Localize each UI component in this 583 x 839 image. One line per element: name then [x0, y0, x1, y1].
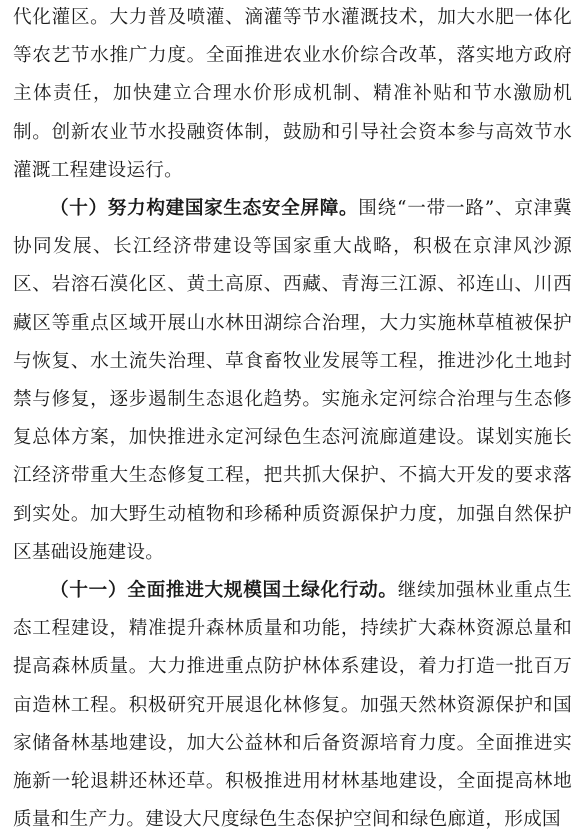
- paragraph-2-heading: （十）努力构建国家生态安全屏障。: [50, 198, 359, 220]
- paragraph-2: [13, 190, 572, 572]
- paragraph-3-text: 继续加强林业重点生态工程建设，精准提升森林质量和功能，持续扩大森林资源总量和提高森林质量。大力推进重点防护林体系建设，着力打造一批百万亩造林工程。积极研究开展退化林修复。加强天然林资源保护和国家储备林基地建设，加大公益林和后备资源培育力度。全面推进实施新一轮退耕还林还草。积极推进用材林基地建设，全面提高林地质量和生产力。建设大尺度绿色生态保护空间和绿色廊道，形成国: [13, 580, 572, 831]
- paragraph-1-text: 代化灌区。大力普及喷灌、滴灌等节水灌溉技术，加大水肥一体化等农艺节水推广力度。全面推进农业水价综合改革，落实地方政府主体责任，加快建立合理水价形成机制、精准补贴和节水激励机制。创新农业节水投融资体制，鼓励和引导社会资本参与高效节水灌溉工程建设运行。: [13, 7, 572, 181]
- paragraph-2-text: 围绕“一带一路”、京津冀协同发展、长江经济带建设等国家重大战略，积极在京津风沙源区、岩溶石漠化区、黄土高原、西藏、青海三江源、祁连山、川西藏区等重点区域开展山水林田湖综合治理，大力实施林草植被保护与恢复、水土流失治理、草食畜牧业发展等工程，推进沙化土地封禁与修复，逐步遏制生态退化趋势。实施永定河综合治理与生态修复总体方案，加快推进永定河绿色生态河流廊道建设。谋划实施长江经济带重大生态修复工程，把共抓大保护、不搞大开发的要求落到实处。加大野生动植物和珍稀种质资源保护力度，加强自然保护区基础设施建设。: [13, 198, 572, 563]
- paragraph-3: [13, 572, 572, 839]
- paragraph-1: [13, 0, 572, 190]
- paragraph-3-heading: （十一）全面推进大规模国土绿化行动。: [50, 580, 398, 602]
